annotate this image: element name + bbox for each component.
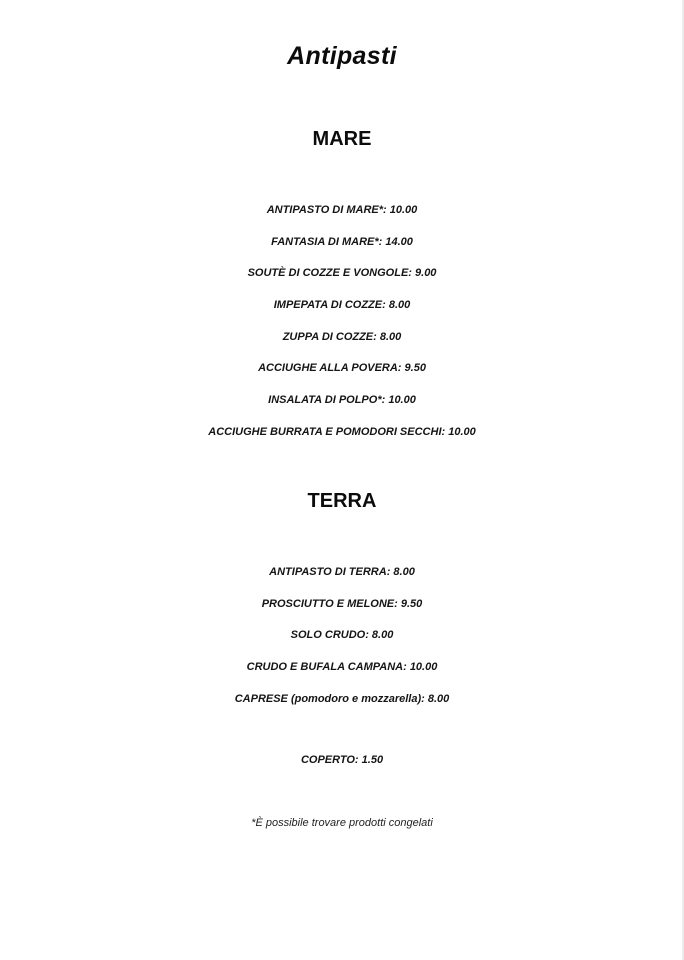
menu-list-terra: [0, 564, 684, 722]
menu-item: ZUPPA DI COZZE: 8.00: [282, 330, 402, 343]
page-title: Antipasti: [287, 42, 397, 70]
menu-item: SOLO CRUDO: 8.00: [290, 629, 394, 642]
menu-item: CRUDO E BUFALA CAMPANA: 10.00: [246, 661, 438, 674]
menu-item: FANTASIA DI MARE*: 14.00: [271, 235, 413, 248]
menu-list-mare: [0, 202, 684, 456]
cover-charge: COPERTO: 1.50: [300, 754, 384, 766]
menu-item: INSALATA DI POLPO*: 10.00: [268, 394, 416, 407]
menu-item: ANTIPASTO DI MARE*: 10.00: [266, 204, 418, 216]
section-heading-terra: TERRA: [307, 490, 377, 512]
section-heading-mare: MARE: [312, 128, 372, 150]
menu-item: SOUTÈ DI COZZE E VONGOLE: 9.00: [247, 267, 437, 280]
menu-item: CAPRESE (pomodoro e mozzarella): 8.00: [234, 692, 450, 705]
menu-item: PROSCIUTTO E MELONE: 9.50: [261, 597, 423, 610]
menu-item: ACCIUGHE ALLA POVERA: 9.50: [258, 362, 426, 375]
frozen-products-note: *È possibile trovare prodotti congelati: [251, 817, 433, 829]
menu-item: ANTIPASTO DI TERRA: 8.00: [269, 566, 415, 578]
menu-item: ACCIUGHE BURRATA E POMODORI SECCHI: 10.00: [208, 425, 476, 438]
menu-item: IMPEPATA DI COZZE: 8.00: [273, 299, 411, 312]
